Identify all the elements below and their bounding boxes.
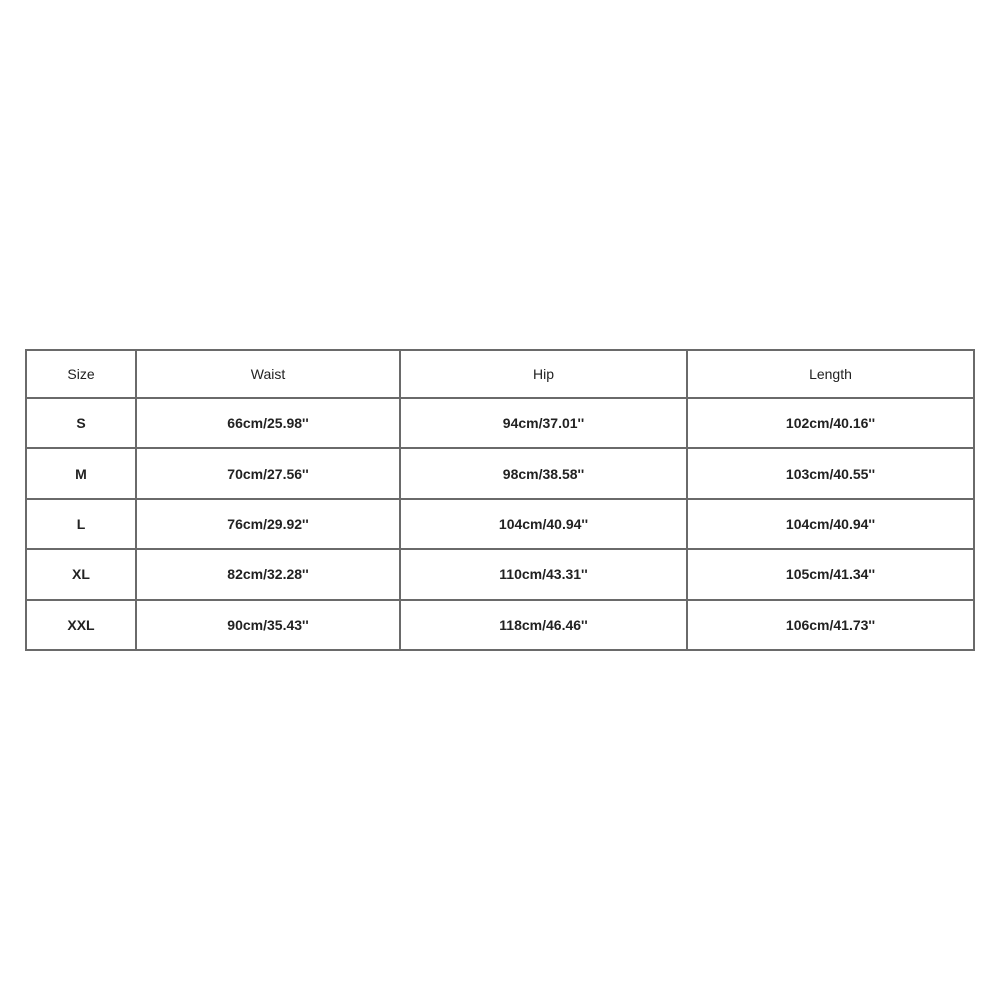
- length-cell: 102cm/40.16'': [687, 398, 974, 448]
- size-chart-table: [25, 349, 975, 651]
- header-length: Length: [687, 350, 974, 398]
- waist-cell: 70cm/27.56'': [136, 448, 400, 498]
- header-size: Size: [26, 350, 136, 398]
- hip-cell: 98cm/38.58'': [400, 448, 687, 498]
- size-cell: S: [26, 398, 136, 448]
- header-hip: Hip: [400, 350, 687, 398]
- hip-cell: 104cm/40.94'': [400, 499, 687, 549]
- length-cell: 105cm/41.34'': [687, 549, 974, 599]
- waist-cell: 76cm/29.92'': [136, 499, 400, 549]
- size-cell: XL: [26, 549, 136, 599]
- waist-cell: 82cm/32.28'': [136, 549, 400, 599]
- table-header-row: [26, 350, 974, 398]
- waist-cell: 90cm/35.43'': [136, 600, 400, 650]
- table-row: [26, 549, 974, 599]
- length-cell: 106cm/41.73'': [687, 600, 974, 650]
- size-cell: XXL: [26, 600, 136, 650]
- table-row: [26, 448, 974, 498]
- hip-cell: 118cm/46.46'': [400, 600, 687, 650]
- size-cell: L: [26, 499, 136, 549]
- table-row: [26, 398, 974, 448]
- hip-cell: 94cm/37.01'': [400, 398, 687, 448]
- table-row: [26, 600, 974, 650]
- hip-cell: 110cm/43.31'': [400, 549, 687, 599]
- length-cell: 103cm/40.55'': [687, 448, 974, 498]
- header-waist: Waist: [136, 350, 400, 398]
- length-cell: 104cm/40.94'': [687, 499, 974, 549]
- size-cell: M: [26, 448, 136, 498]
- waist-cell: 66cm/25.98'': [136, 398, 400, 448]
- table-row: [26, 499, 974, 549]
